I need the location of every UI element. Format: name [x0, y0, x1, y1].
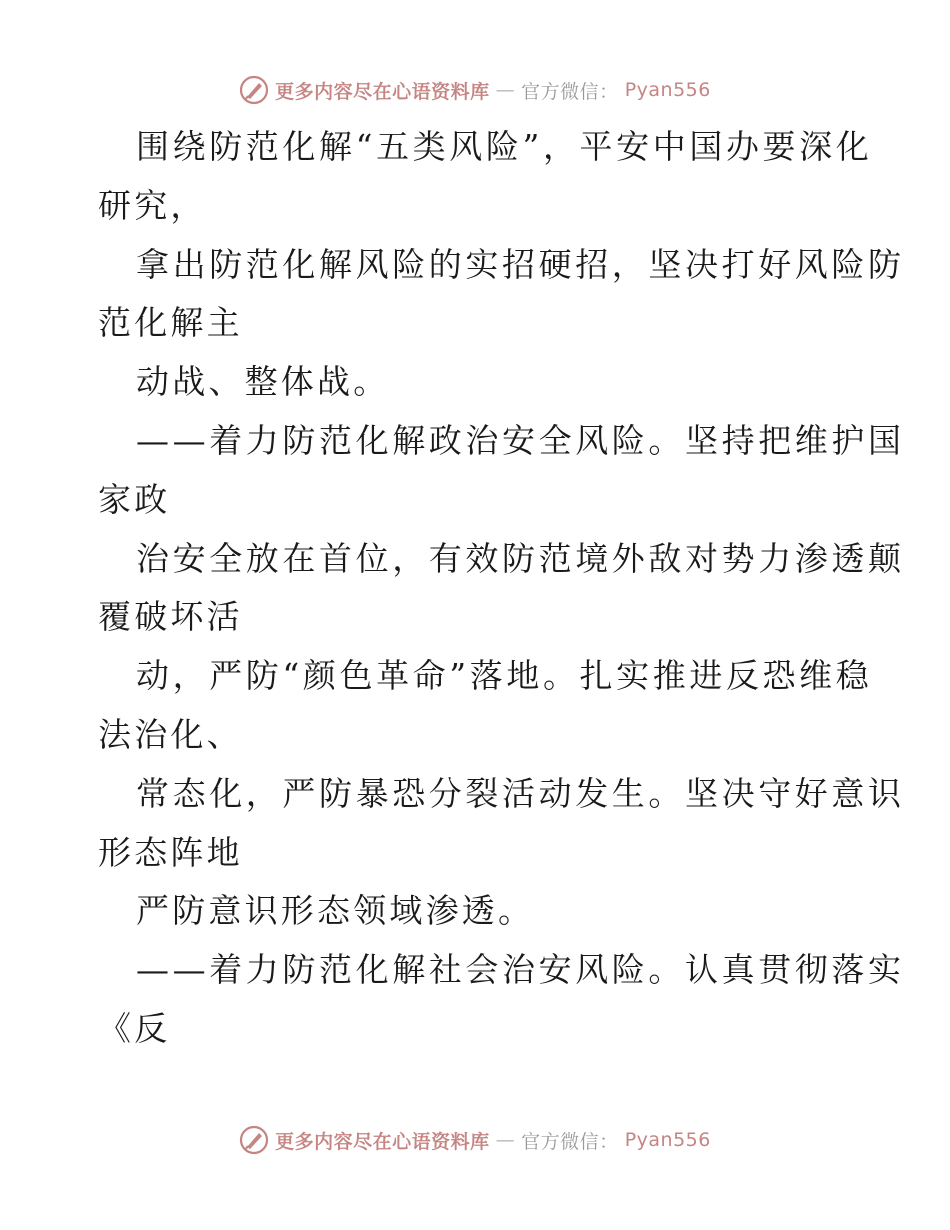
text-line: 范化解主: [98, 303, 243, 343]
text-line: 动，严防“颜色革命”落地。扎实推进反恐维稳: [136, 656, 873, 696]
text-line: 《反: [98, 1008, 171, 1048]
watermark-label: 官方微信：: [521, 80, 619, 103]
footer-watermark: [0, 1120, 950, 1160]
text-line: 拿出防范化解风险的实招硬招，坚决打好风险防: [136, 244, 905, 284]
text-line: 围绕防范化解“五类风险”，平安中国办要深化: [136, 127, 873, 166]
watermark-separator: —: [495, 79, 516, 101]
watermark-wechat-id: Pyan556: [624, 1129, 711, 1151]
watermark-wechat-id: Pyan556: [624, 79, 711, 101]
watermark-label: 官方微信：: [521, 1130, 619, 1153]
document-body: [98, 118, 905, 1059]
text-line: ——着力防范化解政治安全风险。坚持把维护国: [136, 420, 905, 460]
quill-pen-icon: [239, 75, 269, 105]
header-watermark: [0, 70, 950, 110]
watermark-brand: 更多内容尽在心语资料库: [275, 1130, 490, 1153]
text-line: 研究，: [98, 185, 207, 225]
text-line: 形态阵地: [98, 832, 243, 872]
text-line: ——着力防范化解社会治安风险。认真贯彻落实: [136, 950, 905, 990]
watermark-brand: 更多内容尽在心语资料库: [275, 80, 490, 103]
text-line: 严防意识形态领域渗透。: [136, 891, 535, 931]
text-line: 法治化、: [98, 714, 243, 754]
watermark-separator: —: [495, 1129, 516, 1151]
text-line: 覆破坏活: [98, 597, 243, 637]
text-line: 常态化，严防暴恐分裂活动发生。坚决守好意识: [136, 773, 905, 813]
text-line: 治安全放在首位，有效防范境外敌对势力渗透颠: [136, 538, 905, 578]
quill-pen-icon: [239, 1125, 269, 1155]
text-line: 动战、整体战。: [136, 362, 390, 402]
text-line: 家政: [98, 479, 171, 519]
